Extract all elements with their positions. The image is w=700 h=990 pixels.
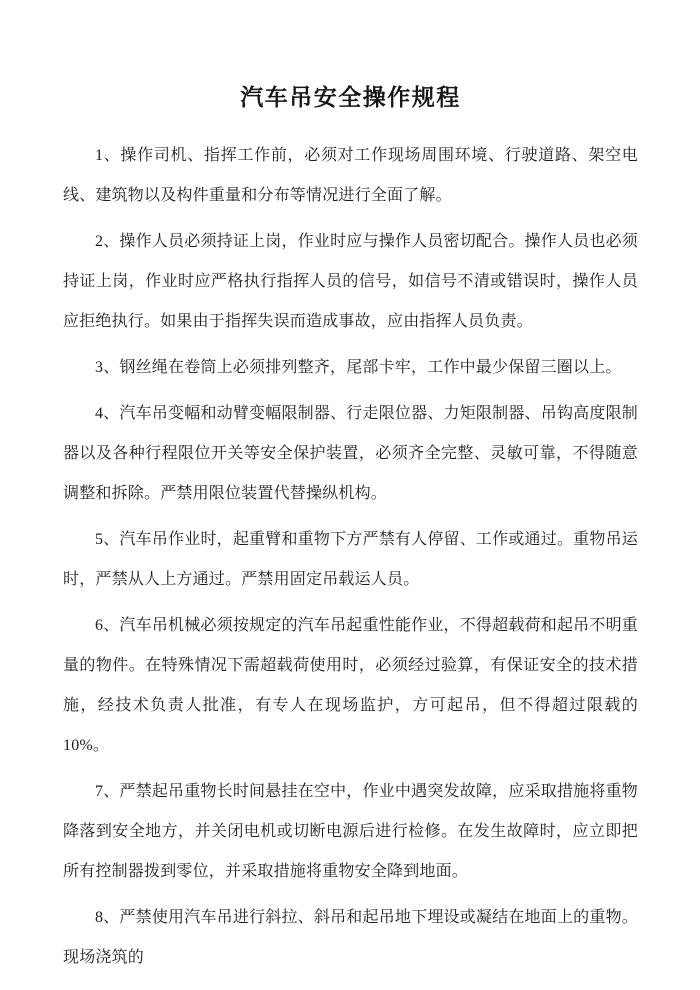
paragraph-8: 8、严禁使用汽车吊进行斜拉、斜吊和起吊地下埋设或凝结在地面上的重物。现场浇筑的 xyxy=(63,909,638,966)
paragraph-7: 7、严禁起吊重物长时间悬挂在空中，作业中遇突发故障，应采取措施将重物降落到安全地方，并关闭电机或切断电源后进行检修。在发生故障时，应立即把所有控制器拨到零位，并采取措施将重物安全降到地面。 xyxy=(63,783,638,880)
paragraph-4: 4、汽车吊变幅和动臂变幅限制器、行走限位器、力矩限制器、吊钩高度限制器以及各种行程限位开关等安全保护装置，必须齐全完整、灵敏可靠，不得随意调整和拆除。严禁用限位装置代替操纵机构。 xyxy=(63,405,638,502)
paragraph-5: 5、汽车吊作业时，起重臂和重物下方严禁有人停留、工作或通过。重物吊运时，严禁从人上方通过。严禁用固定吊载运人员。 xyxy=(63,531,638,588)
paragraph-2: 2、操作人员必须持证上岗，作业时应与操作人员密切配合。操作人员也必须持证上岗，作业时应严格执行指挥人员的信号，如信号不清或错误时，操作人员应拒绝执行。如果由于指挥失误而造成事故，应由指挥人员负责。 xyxy=(63,233,638,330)
paragraph-3: 3、钢丝绳在卷筒上必须排列整齐，尾部卡牢，工作中最少保留三圈以上。 xyxy=(95,359,622,376)
paragraph-1: 1、操作司机、指挥工作前，必须对工作现场周围环境、行驶道路、架空电线、建筑物以及构件重量和分布等情况进行全面了解。 xyxy=(63,147,638,204)
paragraph-6: 6、汽车吊机械必须按规定的汽车吊起重性能作业，不得超载荷和起吊不明重量的物件。在特殊情况下需超载荷使用时，必须经过验算，有保证安全的技术措施，经技术负责人批准，有专人在现场监护，方可起吊，但不得超过限载的 10%。 xyxy=(63,617,638,754)
document-title: 汽车吊安全操作规程 xyxy=(240,85,461,110)
